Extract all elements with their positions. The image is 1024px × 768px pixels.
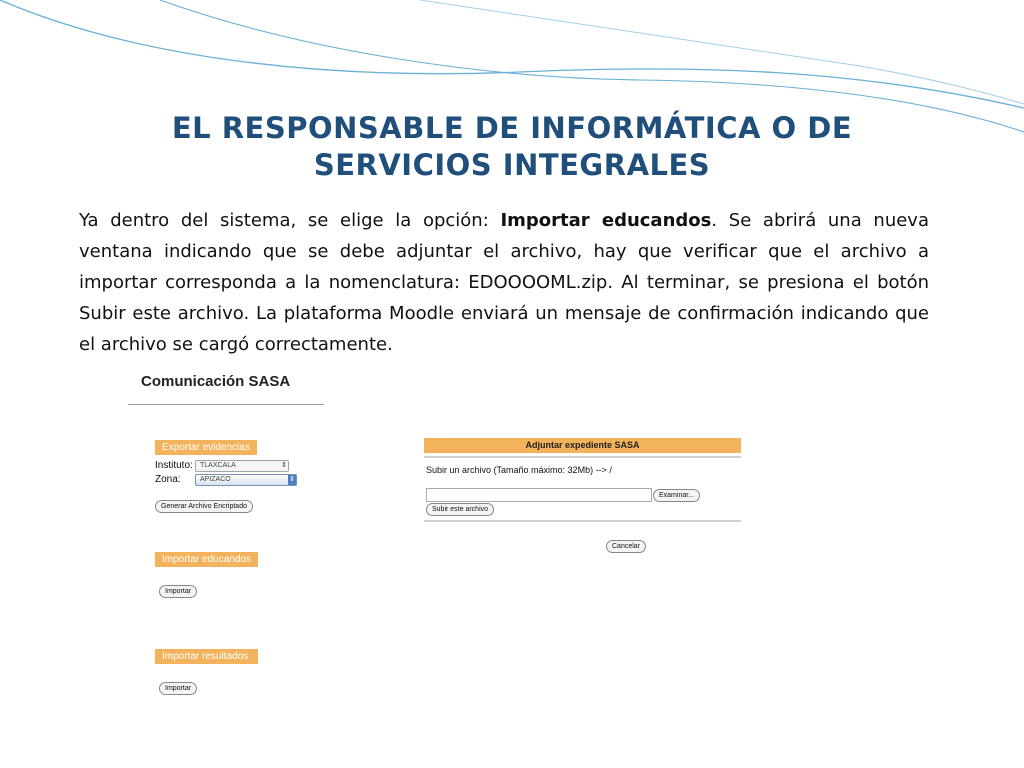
chevron-updown-icon: ⇕ — [289, 476, 295, 483]
export-evidence-header: Exportar evidencias — [155, 440, 257, 455]
zona-label: Zona: — [155, 474, 181, 485]
upload-instructions: Subir un archivo (Tamaño máximo: 32Mb) --> / — [426, 465, 612, 475]
zona-select[interactable] — [195, 474, 297, 486]
browse-button[interactable]: Examinar... — [653, 489, 700, 502]
slide-body-text — [79, 205, 929, 360]
import-students-header: Importar educandos — [155, 552, 258, 567]
import-results-button[interactable]: Importar — [159, 682, 197, 695]
dialog-title: Adjuntar expediente SASA — [424, 438, 741, 453]
dialog-divider-bottom — [424, 520, 741, 522]
instituto-select[interactable] — [195, 460, 289, 472]
comunicacion-sasa-title: Comunicación SASA — [141, 373, 291, 390]
file-path-input[interactable] — [426, 488, 652, 502]
slide-title-line2: SERVICIOS INTEGRALES — [313, 148, 711, 182]
dialog-divider-top — [424, 456, 741, 458]
body-text-part1: Ya dentro del sistema, se elige la opción: — [79, 210, 501, 231]
cancel-button[interactable]: Cancelar — [606, 540, 646, 553]
slide-title-line1: EL RESPONSABLE DE INFORMÁTICA O DE — [171, 111, 853, 145]
instituto-select-value: TLAXCALA — [200, 462, 236, 469]
generate-encrypted-file-button[interactable]: Generar Archivo Encriptado — [155, 500, 253, 513]
upload-file-button[interactable]: Subir este archivo — [426, 503, 494, 516]
body-text-bold: Importar educandos — [500, 210, 712, 231]
chevron-updown-icon: ⇕ — [281, 462, 287, 469]
instituto-label: Instituto: — [155, 460, 193, 471]
import-results-header: Importar resultados — [155, 649, 258, 664]
panel-divider — [128, 404, 324, 405]
slide-title — [130, 110, 894, 184]
import-students-button[interactable]: Importar — [159, 585, 197, 598]
zona-select-value: APIZACO — [200, 476, 231, 483]
body-text-part2: . Se abrirá una nueva ventana indicando que se debe adjuntar el archivo, hay que verificar que el archivo a importar corresponda a la nomenclatura: EDOOOOML.zip. Al terminar, se presiona el botón Subir este archivo. La plataforma Moodle enviará un mensaje de confirmación indicando que el archivo se cargó correctamente. — [79, 210, 929, 355]
